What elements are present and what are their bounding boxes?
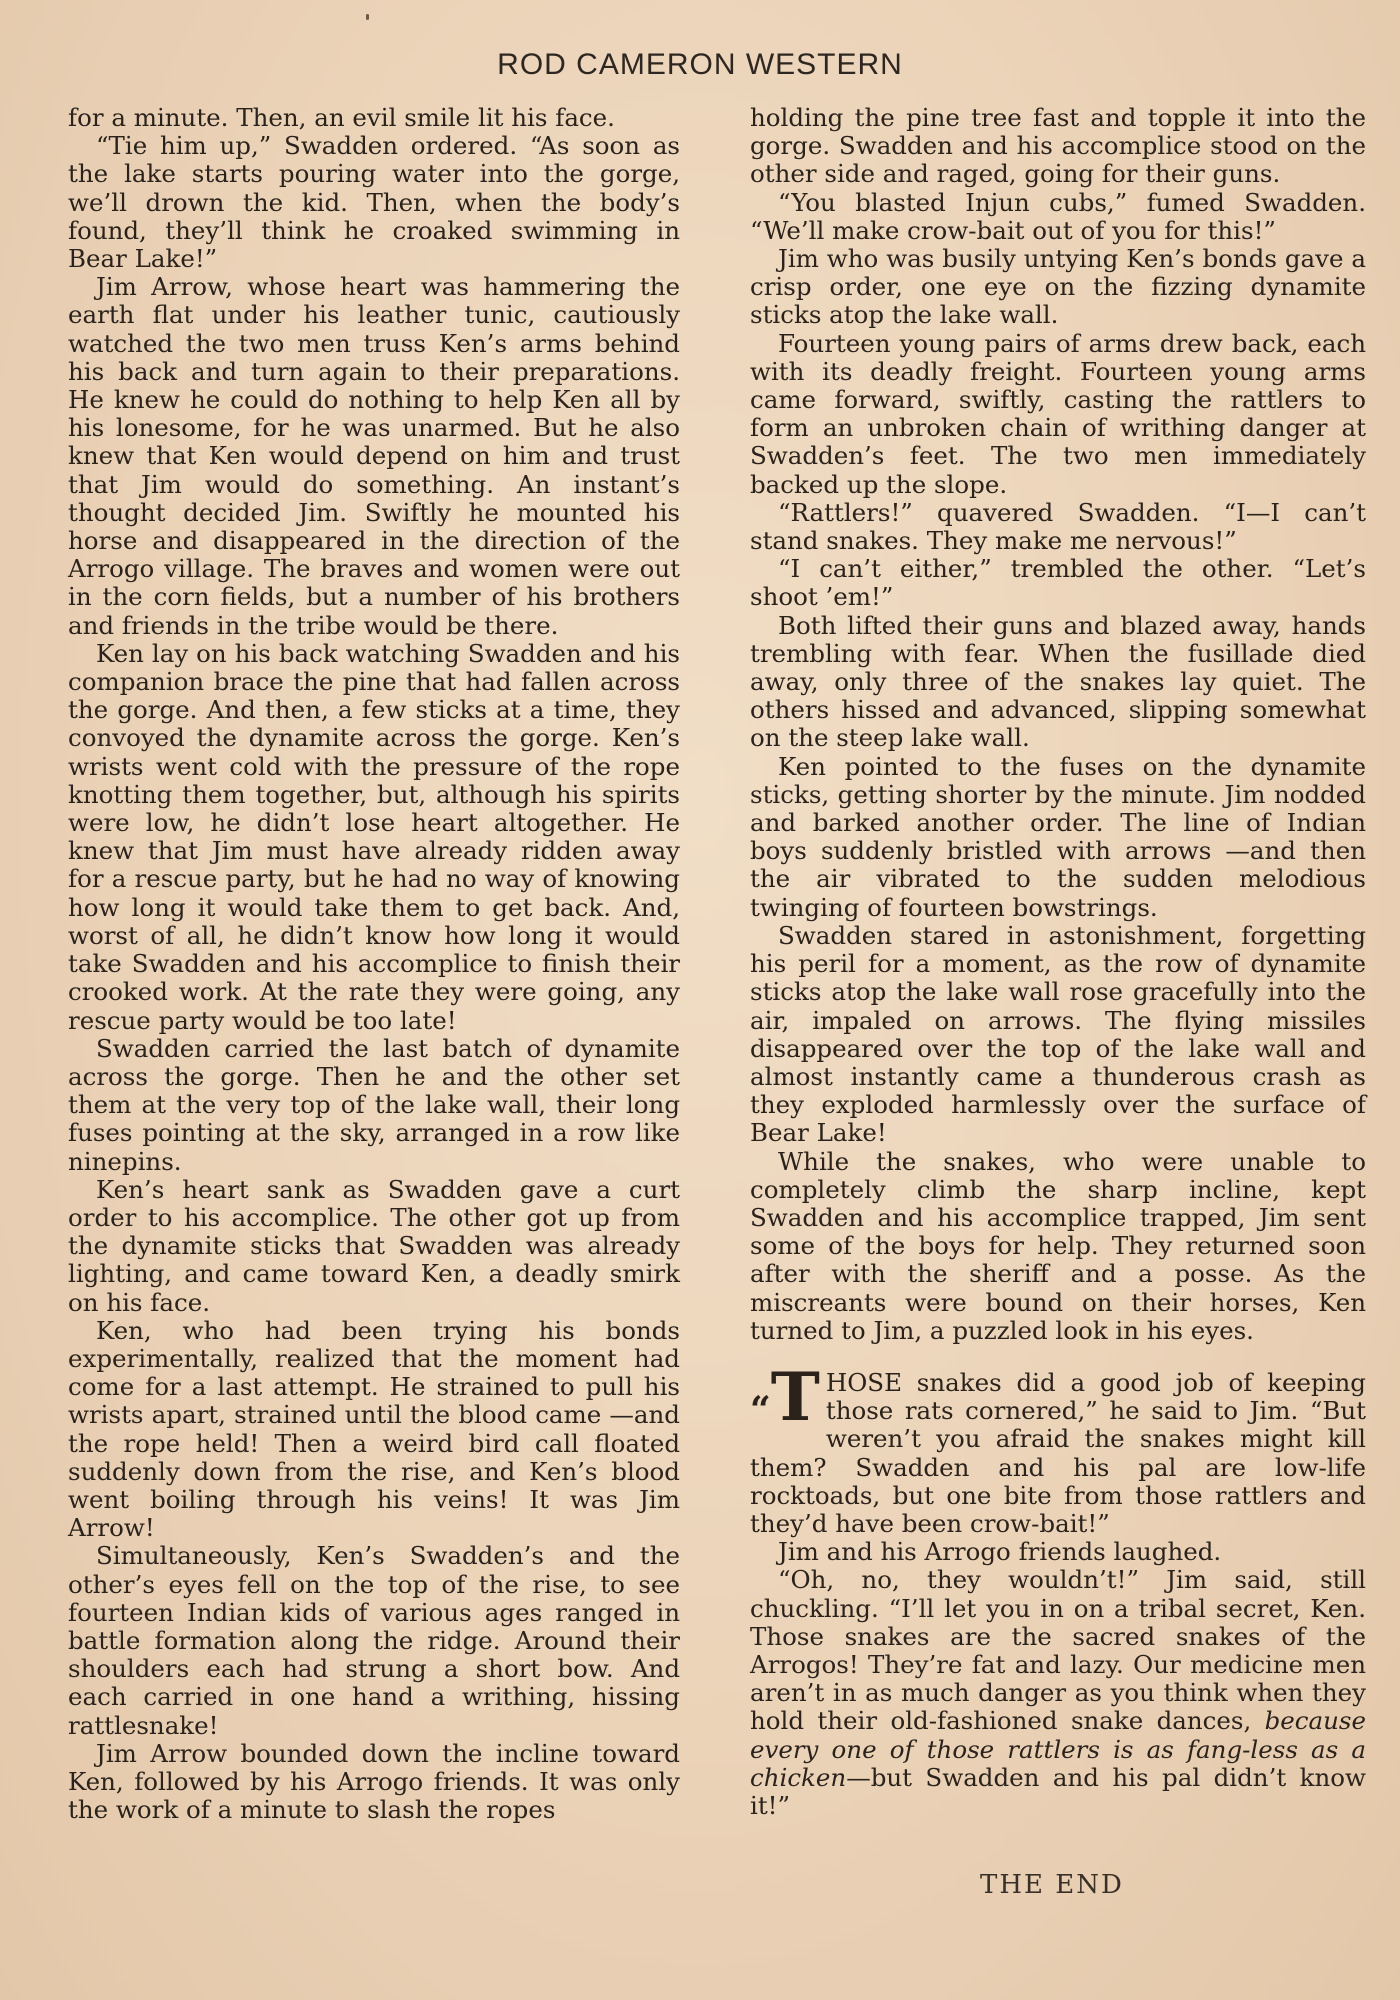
paragraph: Fourteen young pairs of arms drew back, each with its deadly freight. Fourteen young arms came forward, swiftly, casting the rattlers to form an unbroken chain of writhing danger at Swadden’s feet. The two men immediately backed up the slope. [750,328,1366,499]
paragraph: “Tie him up,” Swadden ordered. “As soon as the lake starts pouring water into the gorge, we’ll drown the kid. Then, when the body’s found, they’ll think he croaked swimming in Bear Lake!” [68,131,680,274]
paragraph: for a minute. Then, an evil smile lit his face. [68,103,615,132]
paragraph: Swadden carried the last batch of dynamite across the gorge. Then he and the other set them at the very top of the lake wall, their long fuses pointing at the sky, arranged in a row like ninepins. [68,1033,680,1176]
paragraph: holding the pine tree fast and topple it into the gorge. Swadden and his accomplice stood on the other side and raged, going for their guns. [750,103,1366,189]
italic-text: because every one of those rattlers is as fang-less as a chicken [750,1706,1366,1792]
paragraph: While the snakes, who were unable to completely climb the sharp incline, kept Swadden and his accomplice trapped, Jim sent some of the boys for help. They returned soon after with the sheriff and a posse. As the miscreants were bound on their horses, Ken turned to Jim, a puzzled look in his eyes. [750,1146,1366,1345]
paragraph: Simultaneously, Ken’s Swadden’s and the other’s eyes fell on the top of the rise, to see fourteen Indian kids of various ages ranged in battle formation along the ridge. Around their shoulders each had strung a short bow. And each carried in one hand a writhing, hissing rattlesnake! [68,1541,680,1740]
paragraph-text: —but Swadden and his pal didn’t know it!” [750,1762,1366,1820]
paragraph: Ken lay on his back watching Swadden and his companion brace the pine that had fallen across the gorge. And then, a few sticks at a time, they convoyed the dynamite across the gorge. Ken’s wrists went cold with the pressure of the rope knotting them together, but, although his spirits were low, he didn’t lose heart altogether. He knew that Jim must have already ridden away for a rescue party, but he had no way of knowing how long it would take them to get back. And, worst of all, he didn’t know how long it would take Swadden and his accomplice to finish their crooked work. At the rate they were going, any rescue party would be too late! [68,638,680,1035]
paragraph: “You blasted Injun cubs,” fumed Swadden. “We’ll make crow-bait out of you for this!” [750,187,1366,245]
section-break [750,1345,1366,1369]
paragraph: Both lifted their guns and blazed away, hands trembling with fear. When the fusillade died away, only three of the snakes lay quiet. The others hissed and advanced, slipping somewhat on the steep lake wall. [750,610,1366,753]
paragraph: Ken, who had been trying his bonds experimentally, realized that the moment had come for a last attempt. He strained to pull his wrists apart, strained until the blood came —and the rope held! Then a weird bird call floated suddenly down from the rise, and Ken’s blood went boiling through his veins! It was Jim Arrow! [68,1315,680,1543]
paragraph: Jim Arrow bounded down the incline toward Ken, followed by his Arrogo friends. It was only the work of a minute to slash the ropes [68,1738,680,1825]
open-quote: “ [750,1388,771,1431]
paragraph: Ken pointed to the fuses on the dynamite sticks, getting shorter by the minute. Jim nodded and barked another order. The line of Indian boys suddenly bristled with arrows —and then the air vibrated to the sudden melodious twinging of fourteen bowstrings. [750,751,1366,922]
page-header: ROD CAMERON WESTERN [497,48,903,81]
paragraph: Jim Arrow, whose heart was hammering the earth flat under his leather tunic, cautiously watched the two men truss Ken’s arms behind his back and turn again to their preparations. He knew he could do nothing to help Ken all by his lonesome, for he was unarmed. But he also knew that Ken would depend on him and trust that Jim would do something. An instant’s thought decided Jim. Swiftly he mounted his horse and disappeared in the direction of the Arrogo village. The braves and women were out in the corn fields, but a number of his brothers and friends in the tribe would be there. [68,272,680,640]
the-end: THE END [980,1870,1124,1900]
drop-cap [750,1357,820,1436]
paragraph: “Rattlers!” quavered Swadden. “I—I can’t stand snakes. They make me nervous!” [750,497,1366,556]
left-column [68,104,680,1824]
paragraph: “I can’t either,” trembled the other. “Let’s shoot ’em!” [750,554,1366,612]
right-column [750,104,1366,1820]
paragraph-text: HOSE snakes did a good job of keeping those rats cornered,” he said to Jim. “But weren’t you afraid the snakes might kill them? Swadden and his pal are low-life rocktoads, but one bite from those rattlers and they’d have been crow-bait!” [750,1367,1366,1538]
drop-cap-letter: T [770,1357,820,1436]
paragraph [750,1566,1366,1820]
paragraph: Swadden stared in astonishment, forgetting his peril for a moment, as the row of dynamite sticks atop the lake wall rose gracefully into the air, impaled on arrows. The flying missiles disappeared over the top of the lake wall and almost instantly came a thunderous crash as they exploded harmlessly over the surface of Bear Lake! [750,920,1366,1148]
paragraph-text: “Oh, no, they wouldn’t!” Jim said, still chuckling. “I’ll let you in on a tribal secret, Ken. Those snakes are the sacred snakes of the Arrogos! They’re fat and lazy. Our medicine men aren’t in as much danger as you think when they hold their old-fashioned snake dances, [750,1565,1366,1736]
page-speck [366,14,369,20]
paragraph: Ken’s heart sank as Swadden gave a curt order to his accomplice. The other got up from the dynamite sticks that Swadden was already lighting, and came toward Ken, a deadly smirk on his face. [68,1174,680,1317]
drop-cap-paragraph [750,1357,1366,1538]
paragraph: Jim who was busily untying Ken’s bonds gave a crisp order, one eye on the fizzing dynamite sticks atop the lake wall. [750,244,1366,330]
paragraph: Jim and his Arrogo friends laughed. [778,1537,1222,1567]
